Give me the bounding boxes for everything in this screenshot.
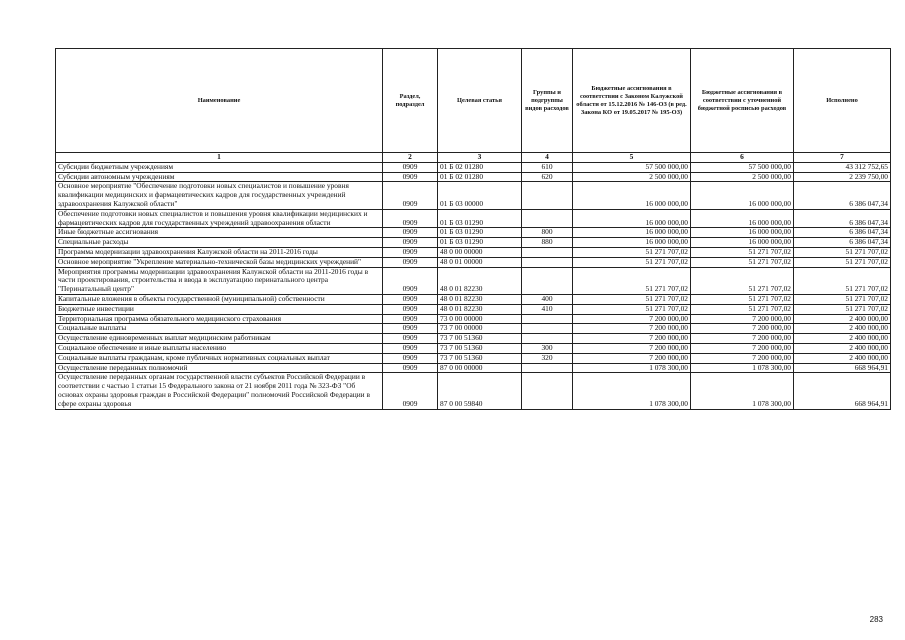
row-name: Капитальные вложения в объекты государственной (муниципальной) собственности [56, 294, 383, 304]
table-row [56, 172, 891, 182]
header-group: Группы и подгруппы видов расходов [522, 49, 573, 153]
header-refined-allocations: Бюджетные ассигнования в соответствии с уточненной бюджетной росписью расходов [691, 49, 794, 153]
row-name: Основное мероприятие "Обеспечение подготовки новых специалистов и повышение уровня квалификации медицинских и фармацевтических кадров для государственных учреждений здравоохранения Калужской области" [56, 182, 383, 209]
row-executed: 2 400 000,00 [794, 334, 891, 344]
row-group: 610 [522, 162, 573, 172]
table-row [56, 334, 891, 344]
row-section: 0909 [383, 314, 438, 324]
row-name: Мероприятия программы модернизации здравоохранения Калужской области на 2011-2016 годы в части проектирования, строительства и ввода в эксплуатацию перинатального центра "Перинатальный центр" [56, 267, 383, 294]
row-law-allocation: 51 271 707,02 [573, 304, 691, 314]
row-target: 48 0 01 00000 [438, 257, 522, 267]
page-number: 283 [869, 615, 883, 624]
row-name: Иные бюджетные ассигнования [56, 228, 383, 238]
row-refined-allocation: 51 271 707,02 [691, 267, 794, 294]
row-name: Социальные выплаты [56, 324, 383, 334]
row-law-allocation: 1 078 300,00 [573, 373, 691, 409]
table-row [56, 353, 891, 363]
header-name: Наименование [56, 49, 383, 153]
row-section: 0909 [383, 294, 438, 304]
row-group [522, 267, 573, 294]
row-law-allocation: 1 078 300,00 [573, 363, 691, 373]
row-refined-allocation: 16 000 000,00 [691, 182, 794, 209]
row-executed: 6 386 047,34 [794, 182, 891, 209]
row-section: 0909 [383, 238, 438, 248]
row-refined-allocation: 51 271 707,02 [691, 247, 794, 257]
row-name: Субсидии бюджетным учреждениям [56, 162, 383, 172]
row-law-allocation: 16 000 000,00 [573, 182, 691, 209]
table-row [56, 257, 891, 267]
row-refined-allocation: 7 200 000,00 [691, 324, 794, 334]
row-name: Осуществление единовременных выплат медицинским работникам [56, 334, 383, 344]
row-section: 0909 [383, 162, 438, 172]
row-name: Основное мероприятие "Укрепление материально-технической базы медицинских учреждений" [56, 257, 383, 267]
row-group [522, 182, 573, 209]
row-law-allocation: 16 000 000,00 [573, 228, 691, 238]
row-section: 0909 [383, 373, 438, 409]
column-number: 5 [573, 153, 691, 163]
row-law-allocation: 16 000 000,00 [573, 238, 691, 248]
table-row [56, 363, 891, 373]
row-group: 880 [522, 238, 573, 248]
table-row [56, 314, 891, 324]
row-executed: 51 271 707,02 [794, 257, 891, 267]
row-section: 0909 [383, 182, 438, 209]
table-row [56, 324, 891, 334]
row-executed: 2 400 000,00 [794, 343, 891, 353]
table-body [56, 162, 891, 409]
column-number: 7 [794, 153, 891, 163]
row-law-allocation: 51 271 707,02 [573, 257, 691, 267]
row-executed: 6 386 047,34 [794, 228, 891, 238]
table-row [56, 267, 891, 294]
row-section: 0909 [383, 172, 438, 182]
row-executed: 2 400 000,00 [794, 324, 891, 334]
row-refined-allocation: 1 078 300,00 [691, 373, 794, 409]
row-refined-allocation: 7 200 000,00 [691, 334, 794, 344]
row-group: 320 [522, 353, 573, 363]
row-name: Субсидии автономным учреждениям [56, 172, 383, 182]
row-group: 620 [522, 172, 573, 182]
row-target: 87 0 00 59840 [438, 373, 522, 409]
header-law-allocations: Бюджетные ассигнования в соответствии с Законом Калужской области от 15.12.2016 № 146-ОЗ (в ред. Закона КО от 19.05.2017 № 195-ОЗ) [573, 49, 691, 153]
column-number: 6 [691, 153, 794, 163]
row-refined-allocation: 16 000 000,00 [691, 238, 794, 248]
row-executed: 6 386 047,34 [794, 238, 891, 248]
header-row [56, 49, 891, 153]
row-name: Осуществление переданных полномочий [56, 363, 383, 373]
row-group: 300 [522, 343, 573, 353]
row-refined-allocation: 7 200 000,00 [691, 353, 794, 363]
row-target: 01 Б 03 00000 [438, 182, 522, 209]
row-group: 400 [522, 294, 573, 304]
row-executed: 51 271 707,02 [794, 247, 891, 257]
column-number: 4 [522, 153, 573, 163]
row-name: Бюджетные инвестиции [56, 304, 383, 314]
table-row [56, 238, 891, 248]
row-section: 0909 [383, 343, 438, 353]
row-section: 0909 [383, 257, 438, 267]
row-group: 410 [522, 304, 573, 314]
row-refined-allocation: 7 200 000,00 [691, 314, 794, 324]
row-name: Социальное обеспечение и иные выплаты населению [56, 343, 383, 353]
row-refined-allocation: 16 000 000,00 [691, 209, 794, 228]
row-law-allocation: 51 271 707,02 [573, 267, 691, 294]
table-row [56, 162, 891, 172]
header-section: Раздел, подраздел [383, 49, 438, 153]
row-name: Осуществление переданных органам государственной власти субъектов Российской Федерации в соответствии с частью 1 статьи 15 Федерального закона от 21 ноября 2011 года № 323-ФЗ "Об основах охраны здоровья граждан в Российской Федерации" полномочий Российской Федерации в сфере охраны здоровья [56, 373, 383, 409]
table-row [56, 304, 891, 314]
row-law-allocation: 7 200 000,00 [573, 334, 691, 344]
row-section: 0909 [383, 353, 438, 363]
table-row [56, 373, 891, 409]
row-group [522, 334, 573, 344]
row-target: 73 7 00 51360 [438, 343, 522, 353]
row-refined-allocation: 7 200 000,00 [691, 343, 794, 353]
row-law-allocation: 16 000 000,00 [573, 209, 691, 228]
row-group: 800 [522, 228, 573, 238]
row-law-allocation: 51 271 707,02 [573, 294, 691, 304]
table-row [56, 294, 891, 304]
table-row [56, 182, 891, 209]
budget-table [55, 48, 891, 410]
row-refined-allocation: 51 271 707,02 [691, 294, 794, 304]
row-name: Специальные расходы [56, 238, 383, 248]
row-name: Социальные выплаты гражданам, кроме публичных нормативных социальных выплат [56, 353, 383, 363]
row-executed: 668 964,91 [794, 373, 891, 409]
row-section: 0909 [383, 267, 438, 294]
row-executed: 2 400 000,00 [794, 314, 891, 324]
row-law-allocation: 7 200 000,00 [573, 324, 691, 334]
row-name: Программа модернизации здравоохранения Калужской области на 2011-2016 годы [56, 247, 383, 257]
row-executed: 51 271 707,02 [794, 294, 891, 304]
row-group [522, 209, 573, 228]
row-law-allocation: 7 200 000,00 [573, 353, 691, 363]
header-executed: Исполнено [794, 49, 891, 153]
row-refined-allocation: 57 500 000,00 [691, 162, 794, 172]
column-number: 1 [56, 153, 383, 163]
row-group [522, 247, 573, 257]
table-row [56, 343, 891, 353]
row-name: Территориальная программа обязательного медицинского страхования [56, 314, 383, 324]
row-target: 01 Б 03 01290 [438, 238, 522, 248]
row-law-allocation: 7 200 000,00 [573, 314, 691, 324]
row-refined-allocation: 51 271 707,02 [691, 257, 794, 267]
row-group [522, 314, 573, 324]
row-section: 0909 [383, 247, 438, 257]
column-number: 2 [383, 153, 438, 163]
row-refined-allocation: 2 500 000,00 [691, 172, 794, 182]
row-target: 73 7 00 00000 [438, 324, 522, 334]
row-section: 0909 [383, 209, 438, 228]
row-target: 87 0 00 00000 [438, 363, 522, 373]
row-name: Обеспечение подготовки новых специалистов и повышения уровня квалификации медицинских и фармацевтических кадров для государственных учреждений здравоохранения области [56, 209, 383, 228]
table-row [56, 209, 891, 228]
row-executed: 668 964,91 [794, 363, 891, 373]
row-target: 48 0 01 82230 [438, 267, 522, 294]
row-section: 0909 [383, 324, 438, 334]
row-target: 48 0 01 82230 [438, 304, 522, 314]
row-target: 01 Б 02 01280 [438, 162, 522, 172]
row-target: 73 7 00 51360 [438, 353, 522, 363]
row-section: 0909 [383, 304, 438, 314]
row-executed: 51 271 707,02 [794, 304, 891, 314]
header-target: Целевая статья [438, 49, 522, 153]
row-group [522, 363, 573, 373]
row-section: 0909 [383, 363, 438, 373]
row-executed: 2 400 000,00 [794, 353, 891, 363]
row-target: 48 0 01 82230 [438, 294, 522, 304]
table-row [56, 247, 891, 257]
row-target: 48 0 00 00000 [438, 247, 522, 257]
row-target: 01 Б 02 01280 [438, 172, 522, 182]
row-refined-allocation: 1 078 300,00 [691, 363, 794, 373]
row-group [522, 324, 573, 334]
row-law-allocation: 57 500 000,00 [573, 162, 691, 172]
row-section: 0909 [383, 334, 438, 344]
row-group [522, 257, 573, 267]
column-number: 3 [438, 153, 522, 163]
column-number-row [56, 153, 891, 163]
row-target: 01 Б 03 01290 [438, 209, 522, 228]
row-refined-allocation: 51 271 707,02 [691, 304, 794, 314]
row-target: 73 0 00 00000 [438, 314, 522, 324]
row-law-allocation: 51 271 707,02 [573, 247, 691, 257]
row-executed: 2 239 750,00 [794, 172, 891, 182]
table-row [56, 228, 891, 238]
row-target: 73 7 00 51360 [438, 334, 522, 344]
row-target: 01 Б 03 01290 [438, 228, 522, 238]
row-executed: 6 386 047,34 [794, 209, 891, 228]
row-executed: 43 312 752,65 [794, 162, 891, 172]
row-law-allocation: 7 200 000,00 [573, 343, 691, 353]
row-refined-allocation: 16 000 000,00 [691, 228, 794, 238]
row-group [522, 373, 573, 409]
row-law-allocation: 2 500 000,00 [573, 172, 691, 182]
row-section: 0909 [383, 228, 438, 238]
row-executed: 51 271 707,02 [794, 267, 891, 294]
